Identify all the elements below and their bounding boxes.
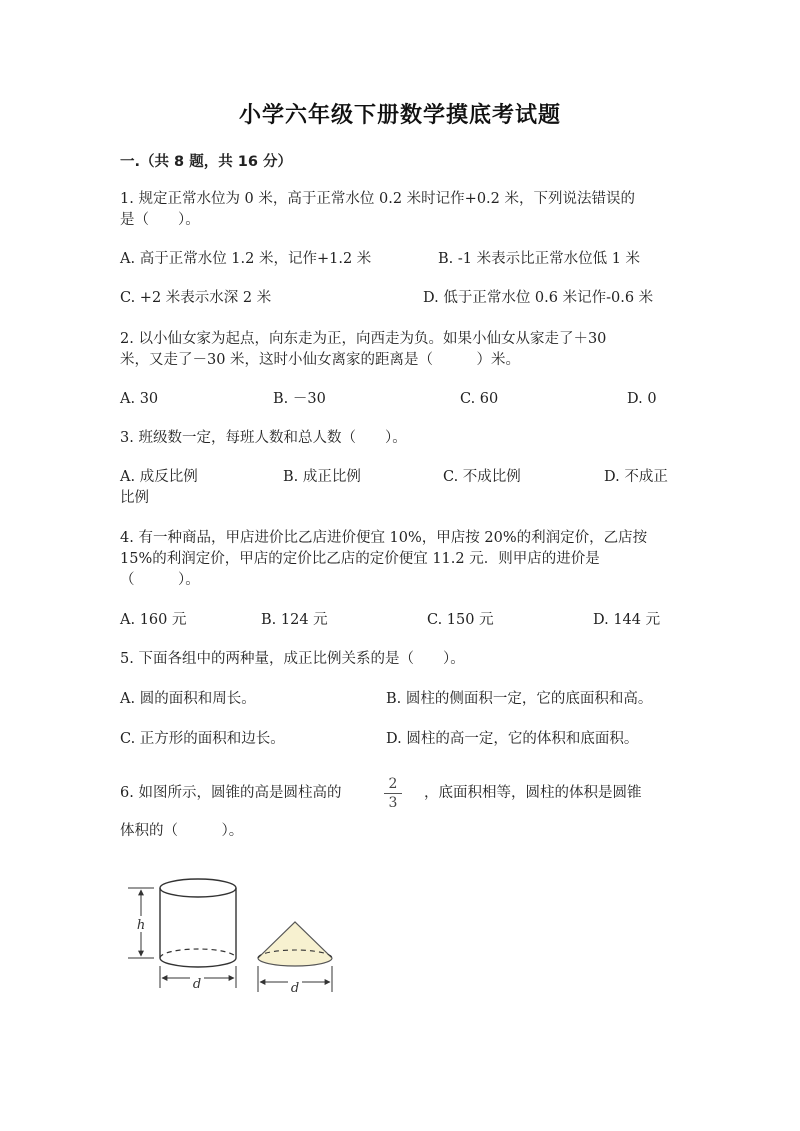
question-2-option-d: D. 0 bbox=[627, 391, 657, 407]
question-3-option-d-wrap: 比例 bbox=[120, 490, 149, 506]
question-4-line-1: 4. 有一种商品，甲店进价比乙店进价便宜 10%，甲店按 20%的利润定价，乙店按 bbox=[120, 530, 648, 546]
question-2-line-1: 2. 以小仙女家为起点，向东走为正，向西走为负。如果小仙女从家走了＋30 bbox=[120, 331, 607, 347]
question-3-option-b: B. 成正比例 bbox=[283, 469, 361, 485]
cylinder-shape bbox=[160, 879, 236, 967]
question-4-option-d: D. 144 元 bbox=[593, 612, 661, 628]
question-1-line-2: 是（ ）。 bbox=[120, 212, 200, 228]
question-2-option-b: B. －30 bbox=[273, 391, 326, 407]
cylinder-cone-figure bbox=[124, 872, 344, 998]
question-1-option-a: A. 高于正常水位 1.2 米，记作+1.2 米 bbox=[120, 251, 372, 267]
question-1-option-b: B. -1 米表示比正常水位低 1 米 bbox=[438, 251, 641, 267]
question-3-line-1: 3. 班级数一定，每班人数和总人数（ ）。 bbox=[120, 430, 407, 446]
question-4-option-b: B. 124 元 bbox=[261, 612, 328, 628]
height-label: h bbox=[136, 918, 146, 933]
question-5-option-d: D. 圆柱的高一定，它的体积和底面积。 bbox=[386, 731, 639, 747]
cylinder-diameter-dimension bbox=[160, 966, 236, 992]
question-4-line-2: 15%的利润定价，甲店的定价比乙店的定价便宜 11.2 元．则甲店的进价是 bbox=[120, 551, 600, 567]
question-6-line-2: 体积的（ ）。 bbox=[120, 823, 244, 839]
section-header: 一.（共 8 题，共 16 分） bbox=[120, 154, 292, 170]
fraction-denominator: 3 bbox=[388, 795, 398, 811]
question-3-option-a: A. 成反比例 bbox=[120, 469, 198, 485]
height-dimension bbox=[128, 888, 154, 958]
question-2-option-c: C. 60 bbox=[460, 391, 499, 407]
question-1-option-d: D. 低于正常水位 0.6 米记作-0.6 米 bbox=[423, 290, 654, 306]
question-2-line-2: 米，又走了－30 米，这时小仙女离家的距离是（ ）米。 bbox=[120, 352, 521, 368]
question-1-line-1: 1. 规定正常水位为 0 米，高于正常水位 0.2 米时记作+0.2 米，下列说法错误的 bbox=[120, 191, 635, 207]
fraction-bar bbox=[384, 793, 402, 794]
question-2-option-a: A. 30 bbox=[120, 391, 159, 407]
question-5-option-b: B. 圆柱的侧面积一定，它的底面积和高。 bbox=[386, 691, 653, 707]
question-1-option-c: C. +2 米表示水深 2 米 bbox=[120, 290, 272, 306]
cone-diameter-label: d bbox=[290, 981, 300, 996]
question-5-option-a: A. 圆的面积和周长。 bbox=[120, 691, 256, 707]
cone-diameter-dimension bbox=[258, 966, 332, 996]
question-5-line-1: 5. 下面各组中的两种量，成正比例关系的是（ ）。 bbox=[120, 651, 465, 667]
question-4-option-c: C. 150 元 bbox=[427, 612, 494, 628]
cone-shape bbox=[258, 922, 332, 966]
fraction-two-thirds bbox=[384, 776, 402, 811]
page-title: 小学六年级下册数学摸底考试题 bbox=[238, 103, 561, 128]
question-4-option-a: A. 160 元 bbox=[120, 612, 187, 628]
question-3-option-c: C. 不成比例 bbox=[443, 469, 521, 485]
fraction-numerator: 2 bbox=[388, 776, 398, 792]
question-5-option-c: C. 正方形的面积和边长。 bbox=[120, 731, 285, 747]
question-4-line-3: （ ）。 bbox=[120, 572, 200, 588]
question-6-line-1-continued: ，底面积相等，圆柱的体积是圆锥 bbox=[424, 785, 642, 801]
question-3-option-d: D. 不成正 bbox=[604, 469, 668, 485]
question-6-line-1: 6. 如图所示，圆锥的高是圆柱高的 bbox=[120, 785, 342, 801]
cylinder-diameter-label: d bbox=[192, 977, 202, 992]
